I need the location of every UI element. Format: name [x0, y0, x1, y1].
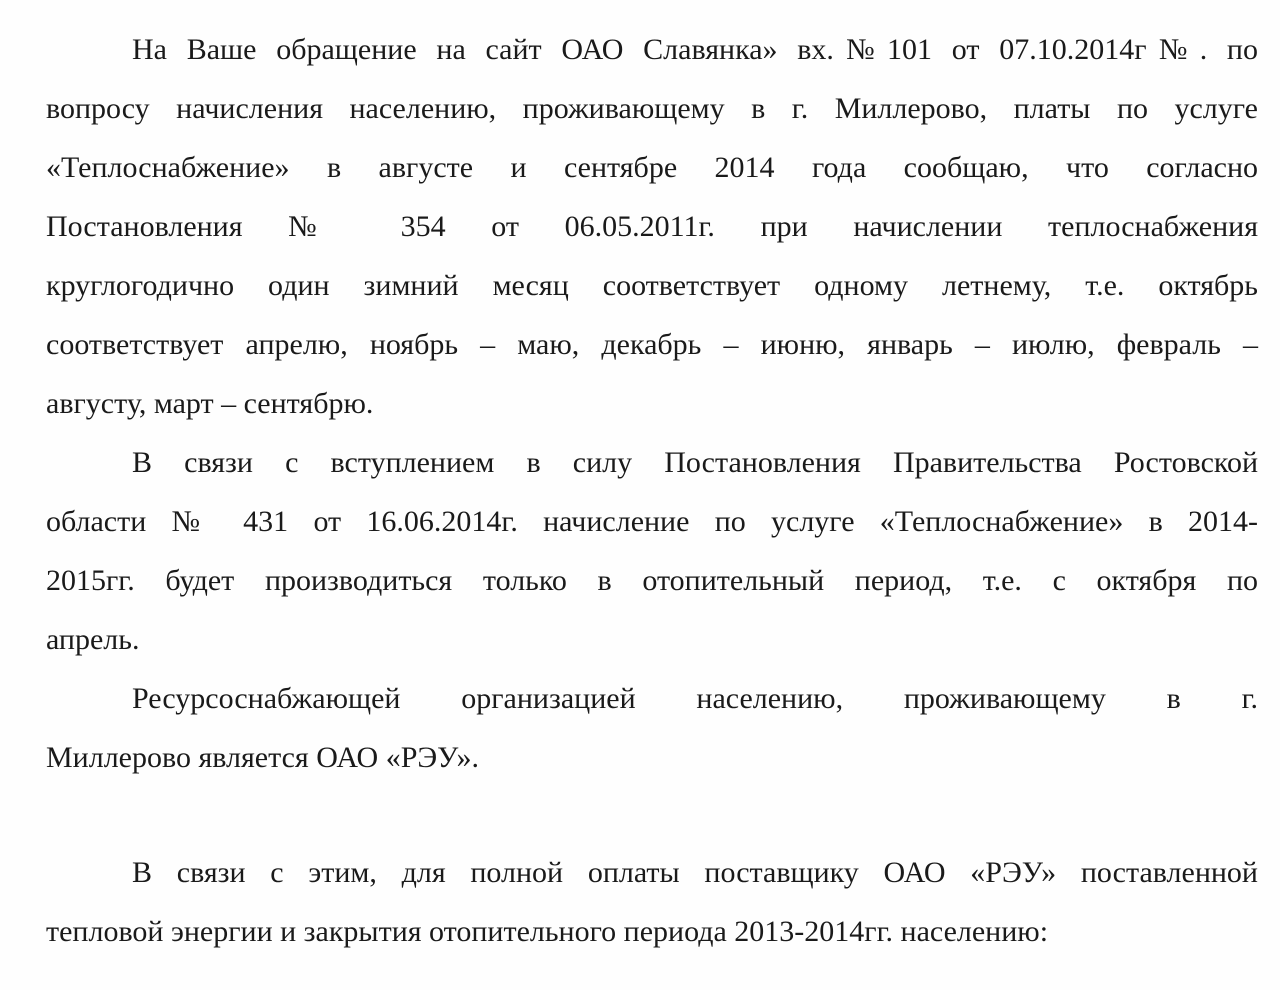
- paragraph-3: [46, 669, 1258, 787]
- letter-body: [46, 20, 1258, 961]
- paragraph-4: [46, 843, 1258, 961]
- text-line: апрель.: [46, 623, 140, 656]
- paragraph-2: [46, 433, 1258, 669]
- text-line: «Теплоснабжение» в августе и сентябре 2014 года сообщаю, что согласно: [46, 151, 1258, 184]
- text-line: тепловой энергии и закрытия отопительного периода 2013-2014гг. населению:: [46, 915, 1049, 948]
- text-line: Миллерово является ОАО «РЭУ».: [46, 741, 480, 774]
- text-line: В связи с вступлением в силу Постановления Правительства Ростовской: [132, 446, 1258, 479]
- text-line: круглогодично один зимний месяц соответствует одному летнему, т.е. октябрь: [46, 269, 1258, 302]
- text-line: вопросу начисления населению, проживающему в г. Миллерово, платы по услуге: [46, 92, 1258, 125]
- text-line: В связи с этим, для полной оплаты поставщику ОАО «РЭУ» поставленной: [132, 856, 1258, 889]
- text-line: августу, март – сентябрю.: [46, 387, 374, 420]
- paragraph-1: [46, 20, 1258, 433]
- text-line: соответствует апрелю, ноябрь – маю, декабрь – июню, январь – июлю, февраль –: [46, 328, 1258, 361]
- paragraph-spacer: [46, 787, 1258, 843]
- text-line: Ресурсоснабжающей организацией населению, проживающему в г.: [132, 682, 1258, 715]
- text-line: 2015гг. будет производиться только в отопительный период, т.е. с октября по: [46, 564, 1258, 597]
- text-line: Постановления № 354 от 06.05.2011г. при начислении теплоснабжения: [46, 210, 1258, 243]
- text-line: области № 431 от 16.06.2014г. начисление по услуге «Теплоснабжение» в 2014-: [46, 505, 1258, 538]
- text-line: На Ваше обращение на сайт ОАО Славянка» вх.№101 от 07.10.2014г№. по: [132, 33, 1258, 66]
